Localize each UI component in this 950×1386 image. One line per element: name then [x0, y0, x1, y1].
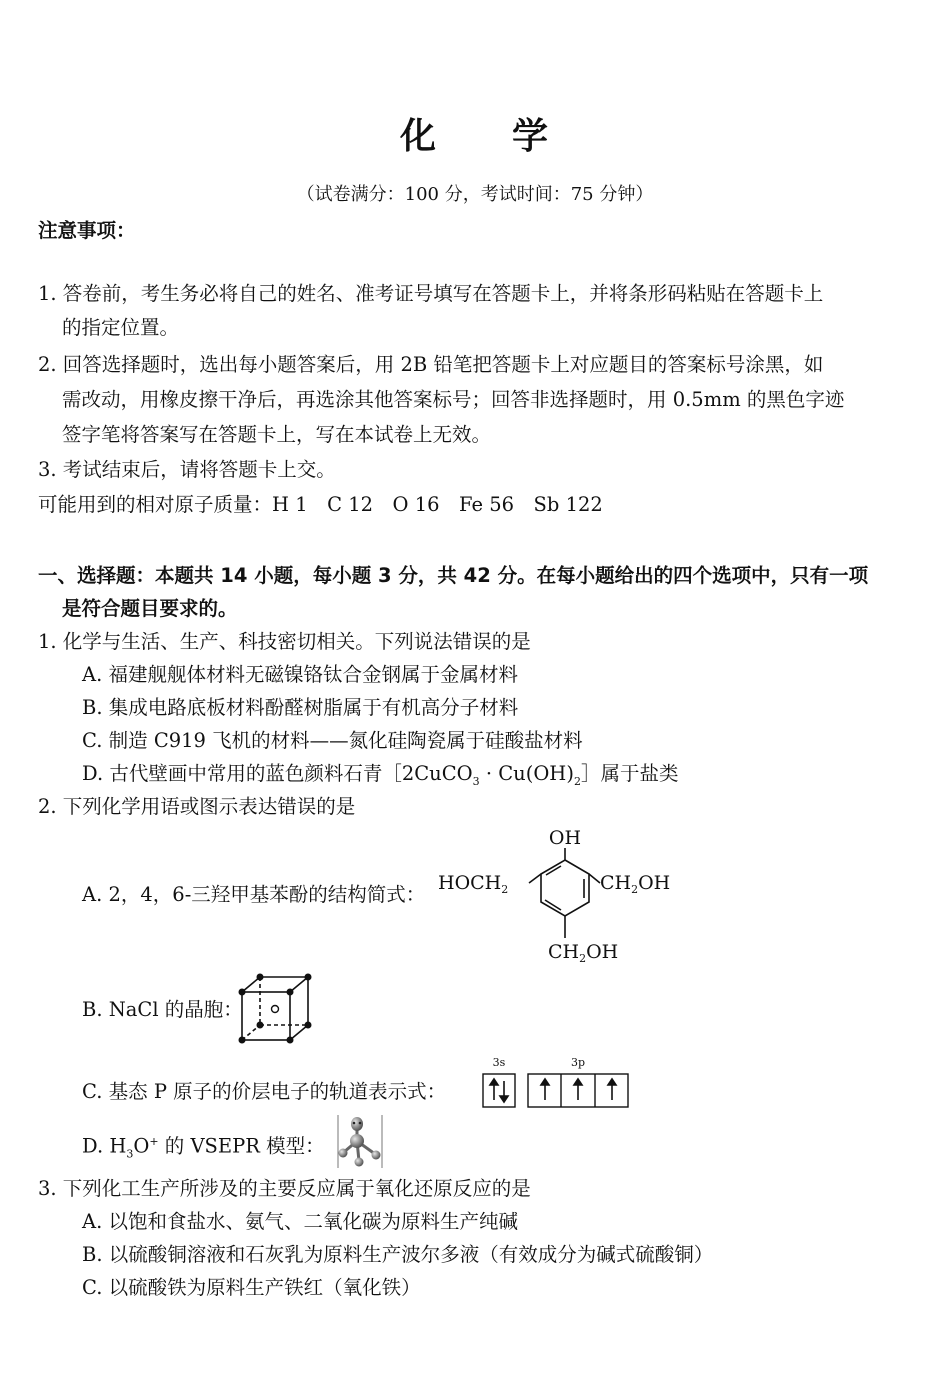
q2-stem: 2. 下列化学用语或图示表达错误的是 [38, 795, 356, 818]
q2-d-sub: 3 [126, 1147, 134, 1161]
q3-option-a: A. 以饱和食盐水、氨气、二氧化碳为原料生产纯碱 [82, 1210, 518, 1233]
struct-oh-top: OH [548, 827, 582, 849]
struct-bottom-sub: 2 [579, 952, 587, 965]
orbital-diagram [478, 1050, 634, 1112]
orbital-3s-label: 3s [492, 1056, 506, 1069]
struct-right-main: CH [600, 872, 632, 894]
q1-d-sub-1: 3 [472, 774, 480, 788]
q2-option-d [82, 1125, 325, 1171]
struct-left-main: HOCH [438, 872, 502, 894]
section-1-heading-line-1: 一、选择题：本题共 14 小题，每小题 3 分，共 42 分。在每小题给出的四个选项中，只有一项 [38, 564, 869, 587]
atomic-mass-line: 可能用到的相对原子质量：H 1 C 12 O 16 Fe 56 Sb 122 [38, 493, 603, 516]
notice-item-1-line-1: 1. 答卷前，考生务必将自己的姓名、准考证号填写在答题卡上，并将条形码粘贴在答题卡上 [38, 282, 824, 305]
q1-option-c: C. 制造 C919 飞机的材料——氮化硅陶瓷属于硅酸盐材料 [82, 729, 583, 752]
q1-option-b: B. 集成电路底板材料酚醛树脂属于有机高分子材料 [82, 696, 519, 719]
q1-option-a: A. 福建舰舰体材料无磁镍铬钛合金钢属于金属材料 [82, 663, 518, 686]
q2-option-c: C. 基态 P 原子的价层电子的轨道表示式： [82, 1080, 447, 1103]
nacl-unit-cell [236, 970, 320, 1048]
struct-right-sub: 2 [631, 883, 639, 896]
notice-item-1-line-2: 的指定位置。 [62, 316, 180, 339]
q1-d-text-1: D. 古代壁画中常用的蓝色颜料石青［2CuCO [82, 762, 473, 785]
q1-d-text-2: · Cu(OH) [479, 762, 574, 785]
q2-d-text-3: 的 VSEPR 模型： [158, 1134, 325, 1158]
q3-option-b: B. 以硫酸铜溶液和石灰乳为原料生产波尔多液（有效成分为碱式硫酸铜） [82, 1243, 714, 1266]
q3-option-c: C. 以硫酸铁为原料生产铁红（氧化铁） [82, 1276, 421, 1299]
struct-right-group [600, 872, 670, 896]
notice-item-2-line-1: 2. 回答选择题时，选出每小题答案后，用 2B 铅笔把答题卡上对应题目的答案标号涂黑，如 [38, 353, 824, 376]
q2-d-text-1: D. H [82, 1134, 127, 1158]
vsepr-model-image [330, 1114, 386, 1170]
notice-item-2-line-3: 签字笔将答案写在答题卡上，写在本试卷上无效。 [62, 423, 492, 446]
q2-option-a: A. 2，4，6-三羟甲基苯酚的结构简式： [82, 883, 426, 906]
exam-info: （试卷满分：100 分，考试时间：75 分钟） [296, 184, 654, 205]
notice-item-3-line-1: 3. 考试结束后，请将答题卡上交。 [38, 458, 336, 481]
trihydroxymethyl-phenol-structure [430, 822, 690, 970]
orbital-3p-label: 3p [570, 1056, 586, 1069]
title-char-1: 化 [399, 116, 438, 157]
struct-right-tail: OH [638, 872, 671, 894]
q1-d-sub-2: 2 [573, 774, 581, 788]
struct-bottom-group [548, 941, 618, 965]
notice-heading: 注意事项： [38, 219, 136, 242]
struct-bottom-tail: OH [586, 941, 619, 963]
q2-d-text-2: O [133, 1134, 150, 1158]
title-char-2: 学 [512, 116, 551, 157]
q2-option-b: B. NaCl 的晶胞： [82, 998, 243, 1021]
notice-item-2-line-2: 需改动，用橡皮擦干净后，再选涂其他答案标号；回答非选择题时，用 0.5mm 的黑色字迹 [62, 388, 845, 411]
struct-bottom-main: CH [548, 941, 580, 963]
page-title [0, 108, 950, 159]
q2-d-sup: + [149, 1135, 159, 1148]
struct-left-sub: 2 [501, 883, 509, 896]
section-1-heading-line-2: 是符合题目要求的。 [62, 597, 238, 620]
q1-stem: 1. 化学与生活、生产、科技密切相关。下列说法错误的是 [38, 630, 531, 653]
struct-left-group [438, 872, 508, 896]
q3-stem: 3. 下列化工生产所涉及的主要反应属于氧化还原反应的是 [38, 1177, 531, 1200]
q1-d-text-3: ］属于盐类 [580, 762, 679, 785]
